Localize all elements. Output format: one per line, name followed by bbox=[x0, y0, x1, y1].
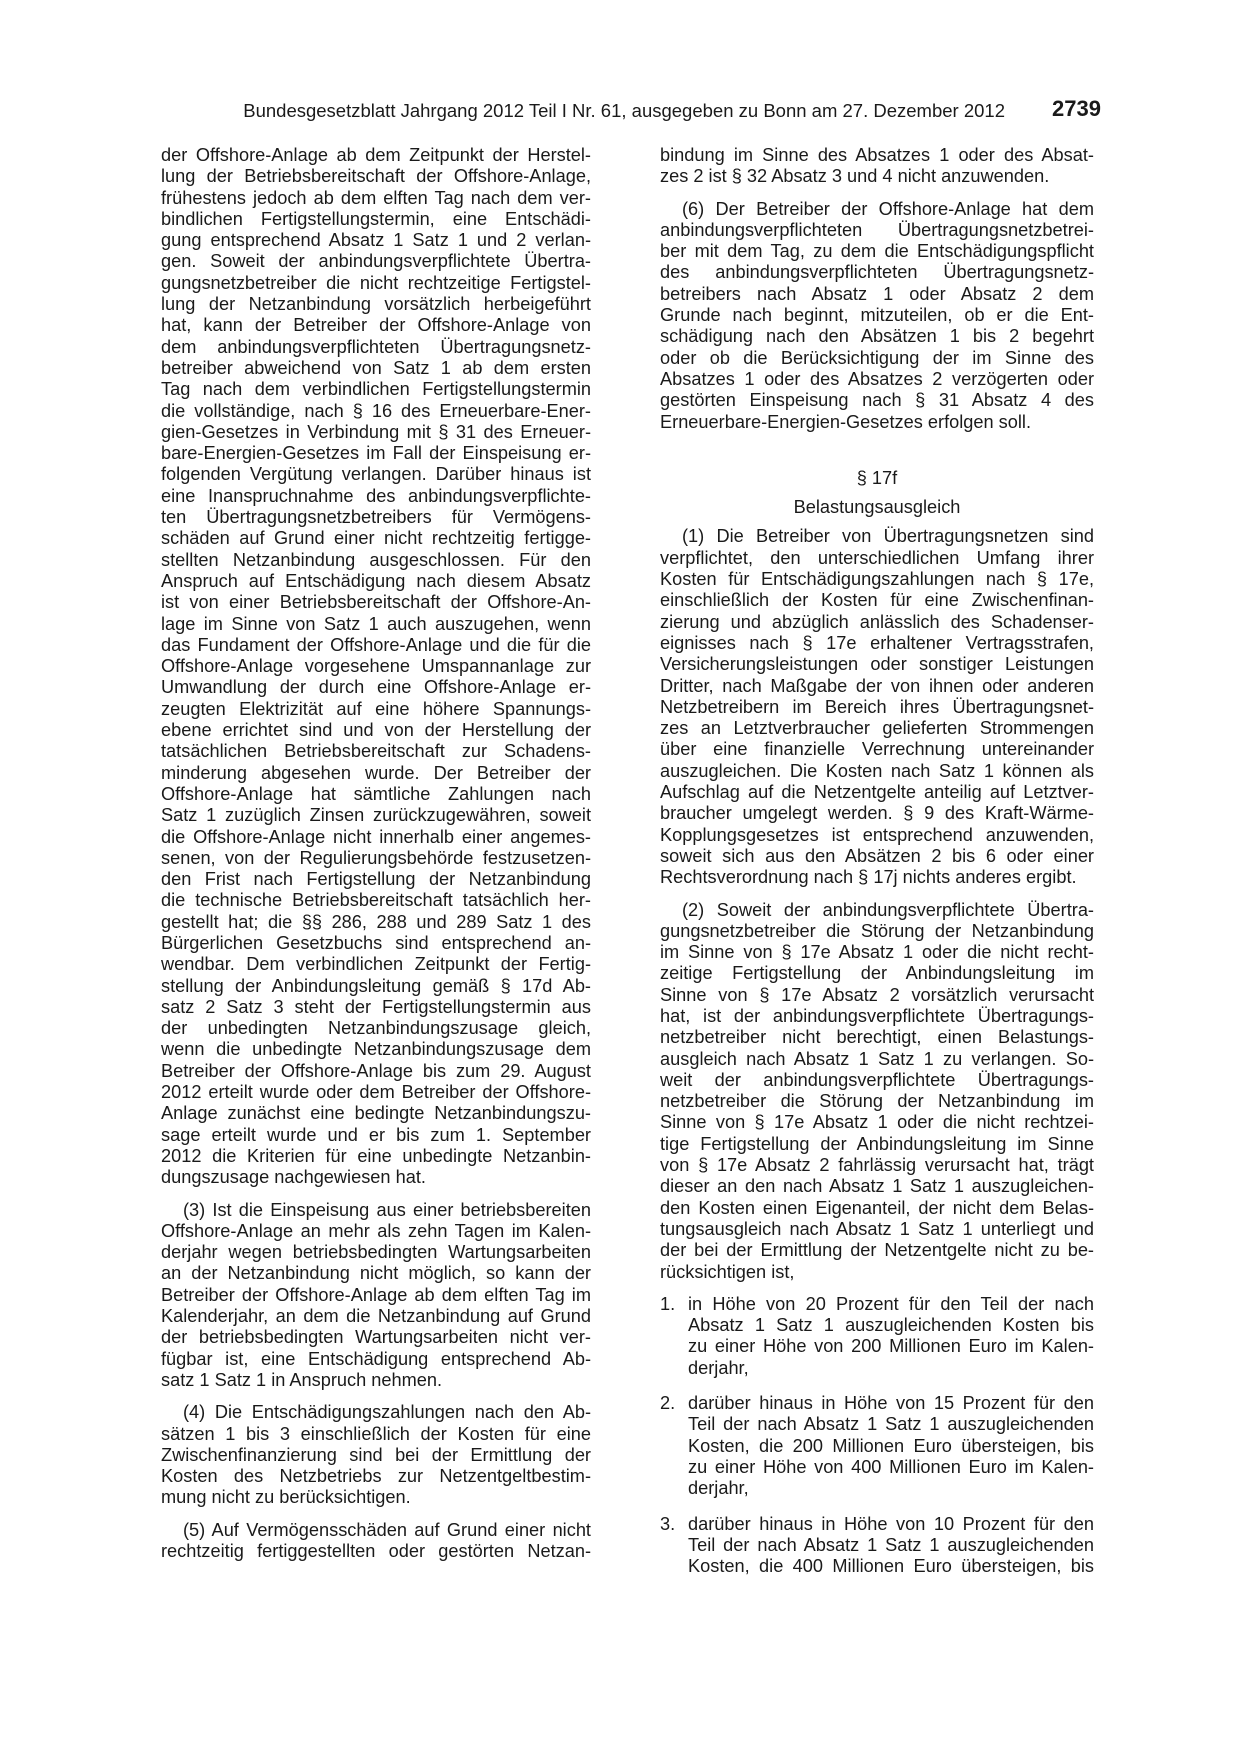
text-line: satz 2 Satz 3 steht der Fertigstellungstermin aus bbox=[161, 996, 591, 1017]
page-number: 2739 bbox=[1052, 96, 1101, 121]
running-header bbox=[160, 98, 1101, 128]
section-paragraph-2 bbox=[660, 900, 1094, 1283]
text-line: (1) Die Betreiber von Übertragungsnetzen sind bbox=[682, 526, 1094, 547]
text-line: ist von einer Betriebsbereitschaft der Offshore-An- bbox=[161, 592, 591, 613]
list-number: 2. bbox=[660, 1393, 676, 1414]
text-line: des anbindungsverpflichteten Übertragungsnetz- bbox=[660, 262, 1094, 283]
text-line: darüber hinaus in Höhe von 10 Prozent für den bbox=[688, 1513, 1094, 1534]
list-item bbox=[660, 1514, 1094, 1578]
text-line: Erneuerbare-Energien-Gesetzes erfolgen soll. bbox=[660, 411, 1032, 432]
text-line: an der Netzanbindung nicht möglich, so kann der bbox=[161, 1263, 591, 1284]
text-line: die vollständige, nach § 16 des Erneuerbare-Ener- bbox=[161, 400, 591, 421]
text-line: schädigung nach den Absätzen 1 bis 2 begehrt bbox=[660, 326, 1094, 347]
text-line: sätzen 1 bis 3 einschließlich der Kosten für eine bbox=[161, 1423, 591, 1444]
text-line: derjahr, bbox=[688, 1478, 749, 1499]
text-line: 2012 erteilt wurde oder dem Betreiber der Offshore- bbox=[161, 1082, 591, 1103]
text-line: schäden auf Grund einer nicht rechtzeitig fertigge- bbox=[161, 528, 591, 549]
text-line: darüber hinaus in Höhe von 15 Prozent für den bbox=[688, 1393, 1094, 1414]
text-line: weit der anbindungsverpflichtete Übertragungs- bbox=[660, 1069, 1094, 1090]
text-line: (6) Der Betreiber der Offshore-Anlage hat dem bbox=[682, 198, 1094, 219]
text-line: minderung abgesehen wurde. Der Betreiber der bbox=[161, 762, 591, 783]
text-line: Kosten, die 200 Millionen Euro übersteigen, bis bbox=[688, 1435, 1094, 1456]
text-line: einschließlich der Kosten für eine Zwischenfinan- bbox=[660, 590, 1094, 611]
list-item bbox=[660, 1393, 1094, 1499]
text-line: zu einer Höhe von 200 Millionen Euro im Kalen- bbox=[688, 1336, 1094, 1357]
text-line: zes 2 ist § 32 Absatz 3 und 4 nicht anzuwenden. bbox=[660, 166, 1050, 187]
text-line: zes an Letztverbraucher gelieferten Strommengen bbox=[660, 718, 1094, 739]
text-line: Absatzes 1 oder des Absatzes 2 verzögerten oder bbox=[660, 368, 1094, 389]
text-line: gen. Soweit der anbindungsverpflichtete Übertra- bbox=[161, 251, 591, 272]
text-line: tungsausgleich nach Absatz 1 Satz 1 unterliegt und bbox=[660, 1218, 1094, 1239]
text-line: den Kosten einen Eigenanteil, der nicht dem Belas- bbox=[660, 1197, 1094, 1218]
text-line: Versicherungsleistungen oder sonstiger Leistungen bbox=[660, 654, 1094, 675]
text-line: lung der Betriebsbereitschaft der Offshore-Anlage, bbox=[161, 166, 591, 187]
text-line: rücksichtigen ist, bbox=[660, 1261, 795, 1282]
text-line: betreibers nach Absatz 1 oder Absatz 2 dem bbox=[660, 283, 1094, 304]
text-line: Betreiber der Offshore-Anlage bis zum 29. August bbox=[161, 1060, 591, 1081]
list-item bbox=[660, 1294, 1094, 1379]
text-line: hat, ist der anbindungsverpflichtete Übertragungs- bbox=[660, 1005, 1094, 1026]
text-line: dungszusage nachgewiesen hat. bbox=[161, 1167, 426, 1188]
text-line: lung der Netzanbindung vorsätzlich herbeigeführt bbox=[161, 294, 591, 315]
text-line: Sinne von § 17e Absatz 2 vorsätzlich verursacht bbox=[660, 984, 1094, 1005]
text-line: der unbedingten Netzanbindungszusage gleich, bbox=[161, 1018, 591, 1039]
text-line: rechtzeitig fertiggestellten oder gestörten Netzan- bbox=[161, 1541, 591, 1561]
text-line: Kalenderjahr, an dem die Netzanbindung auf Grund bbox=[161, 1306, 591, 1327]
text-line: anbindungsverpflichteten Übertragungsnetzbetrei- bbox=[660, 219, 1094, 240]
text-line: der bei der Ermittlung der Netzentgelte nicht zu be- bbox=[660, 1240, 1094, 1261]
text-line: Zwischenfinanzierung sind bei der Ermittlung der bbox=[161, 1444, 591, 1465]
text-line: zierung und abzüglich anlässlich des Schadenser- bbox=[660, 611, 1094, 632]
text-line: wendbar. Dem verbindlichen Zeitpunkt der Fertig- bbox=[161, 954, 591, 975]
text-line: tatsächlichen Betriebsbereitschaft zur Schadens- bbox=[161, 741, 591, 762]
text-line: der betriebsbedingten Wartungsarbeiten nicht ver- bbox=[161, 1327, 591, 1348]
section-title: Belastungsausgleich bbox=[793, 497, 961, 518]
text-line: gestörten Einspeisung nach § 31 Absatz 4 des bbox=[660, 390, 1094, 411]
text-line: fügbar ist, eine Entschädigung entsprechend Ab- bbox=[161, 1348, 591, 1369]
text-line: Grunde nach beginnt, mitzuteilen, ob er die Ent- bbox=[660, 305, 1094, 326]
text-line: der Offshore-Anlage ab dem Zeitpunkt der Herstel- bbox=[161, 145, 591, 165]
text-line: eine Inanspruchnahme des anbindungsverpflichte- bbox=[161, 485, 591, 506]
text-line: dem anbindungsverpflichteten Übertragungsnetz- bbox=[161, 336, 591, 357]
text-line: Kosten für Entschädigungszahlungen nach § 17e, bbox=[660, 569, 1094, 590]
text-line: zeugten Elektrizität auf eine höhere Spannungs- bbox=[161, 698, 591, 719]
text-line: gestellt hat; die §§ 286, 288 und 289 Satz 1 des bbox=[161, 911, 591, 932]
text-line: Teil der nach Absatz 1 Satz 1 auszugleichenden bbox=[688, 1414, 1094, 1435]
text-line: gung entsprechend Absatz 1 Satz 1 und 2 verlan- bbox=[161, 230, 591, 251]
text-line: Teil der nach Absatz 1 Satz 1 auszugleichenden bbox=[688, 1534, 1094, 1555]
text-line: das Fundament der Offshore-Anlage und die für die bbox=[161, 634, 591, 655]
text-line: netzbetreiber die Störung der Netzanbindung im bbox=[660, 1091, 1094, 1112]
text-line: den Frist nach Fertigstellung der Netzanbindung bbox=[161, 869, 591, 890]
section-number: § 17f bbox=[856, 467, 898, 488]
text-line: ebene errichtet sind und von der Herstellung der bbox=[161, 720, 591, 741]
list-number: 3. bbox=[660, 1513, 676, 1534]
text-line: Kopplungsgesetzes ist entsprechend anzuwenden, bbox=[660, 824, 1094, 845]
text-line: oder ob die Berücksichtigung der im Sinne des bbox=[660, 347, 1094, 368]
text-line: Rechtsverordnung nach § 17j nichts anderes ergibt. bbox=[660, 867, 1077, 888]
text-line: satz 1 Satz 1 in Anspruch nehmen. bbox=[161, 1369, 443, 1390]
text-line: (4) Die Entschädigungszahlungen nach den Ab- bbox=[183, 1402, 591, 1423]
text-line: betreiber abweichend von Satz 1 ab dem ersten bbox=[161, 357, 591, 378]
text-line: dieser an den nach Absatz 1 Satz 1 auszugleichen- bbox=[660, 1176, 1094, 1197]
text-line: wenn die unbedingte Netzanbindungszusage dem bbox=[161, 1039, 591, 1060]
text-line: eignisses nach § 17e erhaltener Vertragsstrafen, bbox=[660, 632, 1094, 653]
text-line: ausgleich nach Absatz 1 Satz 1 zu verlangen. So- bbox=[660, 1048, 1094, 1069]
text-line: Netzbetreibern im Bereich ihres Übertragungsnet- bbox=[660, 696, 1094, 717]
paragraph-4 bbox=[161, 1402, 591, 1508]
text-line: auszugleichen. Die Kosten nach Satz 1 können als bbox=[660, 760, 1094, 781]
right-column bbox=[660, 145, 1094, 1591]
text-line: stellung der Anbindungsleitung gemäß § 17d Ab- bbox=[161, 975, 591, 996]
paragraph-6 bbox=[660, 199, 1094, 433]
text-line: Dritter, nach Maßgabe der von ihnen oder anderen bbox=[660, 675, 1094, 696]
text-line: sage erteilt wurde und er bis zum 1. September bbox=[161, 1124, 591, 1145]
text-line: ten Übertragungsnetzbetreibers für Vermögens- bbox=[161, 507, 591, 528]
text-line: hat, kann der Betreiber der Offshore-Anlage von bbox=[161, 315, 591, 336]
text-line: soweit sich aus den Absätzen 2 bis 6 oder einer bbox=[660, 845, 1094, 866]
text-line: Tag nach dem verbindlichen Fertigstellungstermin bbox=[161, 379, 591, 400]
text-line: gungsnetzbetreiber die Störung der Netzanbindung bbox=[660, 920, 1094, 941]
text-line: Bürgerlichen Gesetzbuchs sind entsprechend an- bbox=[161, 932, 591, 953]
text-line: ber mit dem Tag, zu dem die Entschädigungspflicht bbox=[660, 241, 1094, 262]
text-line: folgenden Vergütung verlangen. Darüber hinaus ist bbox=[161, 464, 591, 485]
paragraph-3 bbox=[161, 1200, 591, 1392]
text-line: netzbetreiber nicht berechtigt, einen Belastungs- bbox=[660, 1027, 1094, 1048]
text-line: bindung im Sinne des Absatzes 1 oder des Absat- bbox=[660, 145, 1094, 165]
text-line: zu einer Höhe von 400 Millionen Euro im Kalen- bbox=[688, 1456, 1094, 1477]
text-line: Kosten, die 400 Millionen Euro übersteigen, bis bbox=[688, 1556, 1094, 1577]
paragraph-2-continued bbox=[161, 145, 591, 1189]
text-line: (2) Soweit der anbindungsverpflichtete Übertra- bbox=[682, 899, 1094, 920]
text-line: Aufschlag auf die Netzentgelte anteilig auf Letztver- bbox=[660, 782, 1094, 803]
text-line: gungsnetzbetreiber die nicht rechtzeitige Fertigstel- bbox=[161, 272, 591, 293]
text-line: derjahr, bbox=[688, 1357, 749, 1378]
text-line: Satz 1 zuzüglich Zinsen zurückzugewähren, soweit bbox=[161, 805, 591, 826]
text-line: die technische Betriebsbereitschaft tatsächlich her- bbox=[161, 890, 591, 911]
text-line: Betreiber der Offshore-Anlage ab dem elften Tag im bbox=[161, 1284, 591, 1305]
left-column bbox=[161, 145, 591, 1573]
text-line: frühestens jedoch ab dem elften Tag nach dem ver- bbox=[161, 187, 591, 208]
text-line: Anlage zunächst eine bedingte Netzanbindungszu- bbox=[161, 1103, 591, 1124]
text-line: bare-Energien-Gesetzes im Fall der Einspeisung er- bbox=[161, 443, 591, 464]
text-line: derjahr wegen betriebsbedingten Wartungsarbeiten bbox=[161, 1242, 591, 1263]
list-number: 1. bbox=[660, 1293, 676, 1314]
header-title: Bundesgesetzblatt Jahrgang 2012 Teil I Nr. 61, ausgegeben zu Bonn am 27. Dezember 2012 bbox=[243, 100, 1005, 121]
text-line: im Sinne von § 17e Absatz 1 oder die nicht recht- bbox=[660, 942, 1094, 963]
text-line: Absatz 1 Satz 1 auszugleichenden Kosten bis bbox=[688, 1315, 1094, 1336]
text-line: verpflichtet, den unterschiedlichen Umfang ihrer bbox=[660, 547, 1094, 568]
text-line: 2012 die Kriterien für eine unbedingte Netzanbin- bbox=[161, 1145, 591, 1166]
text-line: Offshore-Anlage vorgesehene Umspannanlage zur bbox=[161, 656, 591, 677]
text-line: Offshore-Anlage an mehr als zehn Tagen im Kalen- bbox=[161, 1220, 591, 1241]
text-line: von § 17e Absatz 2 fahrlässig verursacht hat, trägt bbox=[660, 1155, 1094, 1176]
text-line: tige Fertigstellung der Anbindungsleitung im Sinne bbox=[660, 1133, 1094, 1154]
text-line: Kosten des Netzbetriebs zur Netzentgeltbestim- bbox=[161, 1466, 591, 1487]
text-line: Sinne von § 17e Absatz 1 oder die nicht rechtzei- bbox=[660, 1112, 1094, 1133]
section-paragraph-1 bbox=[660, 526, 1094, 888]
text-line: in Höhe von 20 Prozent für den Teil der nach bbox=[688, 1293, 1094, 1314]
text-line: gien-Gesetzes in Verbindung mit § 31 des Erneuer- bbox=[161, 421, 591, 442]
text-line: lage im Sinne von Satz 1 auch auszugehen, wenn bbox=[161, 613, 591, 634]
numbered-list bbox=[660, 1294, 1094, 1578]
text-line: zeitige Fertigstellung der Anbindungsleitung im bbox=[660, 963, 1094, 984]
text-line: stellten Netzanbindung ausgeschlossen. Für den bbox=[161, 549, 591, 570]
text-line: (5) Auf Vermögensschäden auf Grund einer nicht bbox=[183, 1519, 591, 1540]
text-line: mung nicht zu berücksichtigen. bbox=[161, 1487, 411, 1508]
text-line: braucher umgelegt werden. § 9 des Kraft-Wärme- bbox=[660, 803, 1094, 824]
paragraph-5-continued bbox=[660, 145, 1094, 188]
text-line: senen, von der Regulierungsbehörde festzusetzen- bbox=[161, 847, 591, 868]
paragraph-5 bbox=[161, 1520, 591, 1563]
text-line: Anspruch auf Entschädigung nach diesem Absatz bbox=[161, 570, 591, 591]
text-line: (3) Ist die Einspeisung aus einer betriebsbereiten bbox=[183, 1199, 591, 1220]
text-line: die Offshore-Anlage nicht innerhalb einer angemes- bbox=[161, 826, 591, 847]
text-line: bindlichen Fertigstellungstermin, eine Entschädi- bbox=[161, 208, 591, 229]
text-line: Umwandlung der durch eine Offshore-Anlage er- bbox=[161, 677, 591, 698]
text-line: über eine finanzielle Verrechnung untereinander bbox=[660, 739, 1094, 760]
text-line: Offshore-Anlage hat sämtliche Zahlungen nach bbox=[161, 783, 591, 804]
